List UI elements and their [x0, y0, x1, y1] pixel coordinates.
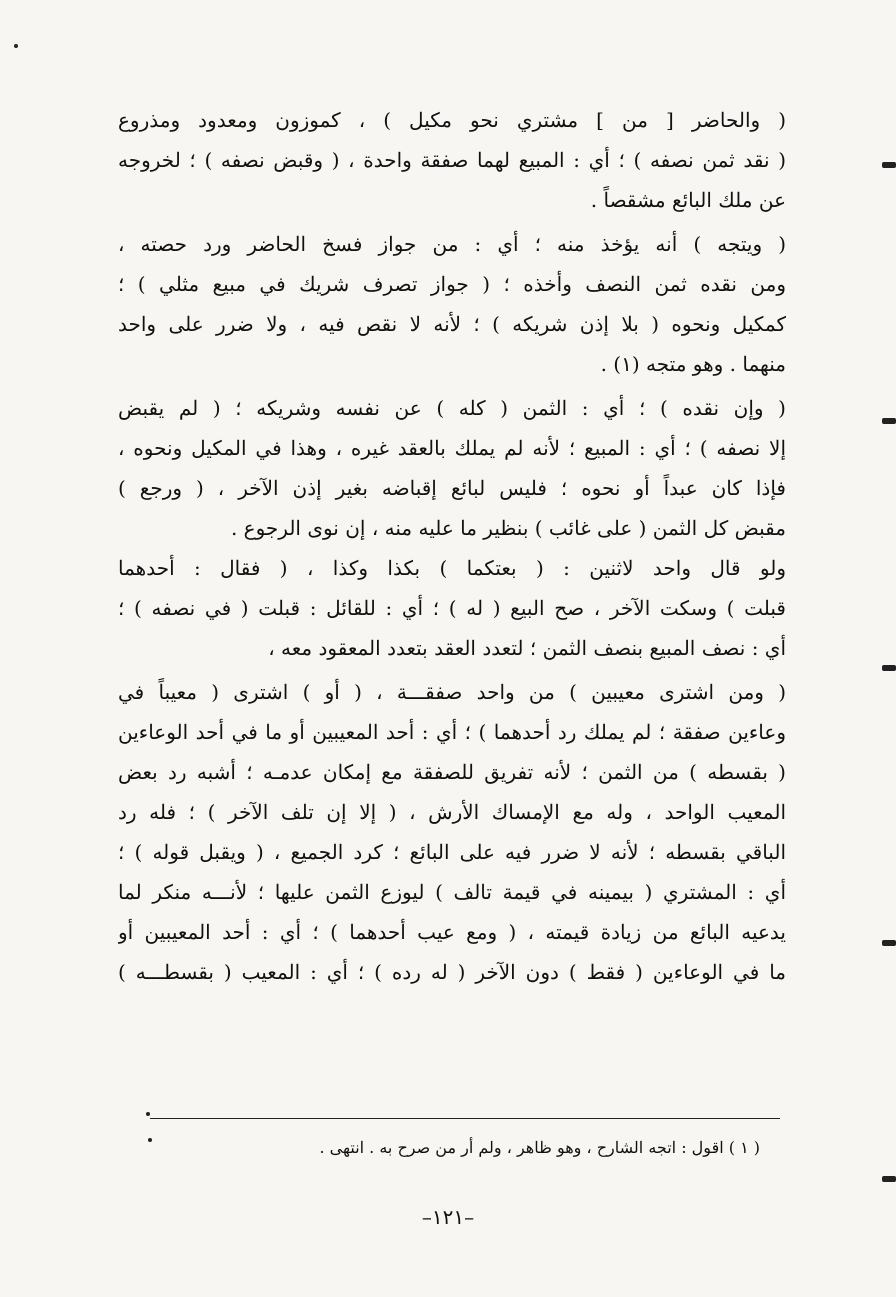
text-line: عن ملك البائع مشقصاً .	[590, 188, 786, 212]
text-line: كمكيل ونحوه ( بلا إذن شريكه ) ؛ لأنه لا نقص فيه ، ولا ضرر على واحد	[118, 312, 786, 336]
text-line: المعيب الواحد ، وله مع الإمساك الأرش ، ( إلا إن تلف الآخر ) ؛ فله رد	[118, 800, 786, 824]
main-text-block	[118, 100, 786, 992]
scan-edge-mark	[882, 1176, 896, 1182]
text-line: منهما . وهو متجه (١) .	[600, 352, 786, 376]
text-line: ولو قال واحد لاثنين : ( بعتكما ) بكذا وكذا ، ( فقال : أحدهما	[118, 556, 786, 580]
text-line: إلا نصفه ) ؛ أي : المبيع ؛ لأنه لم يملك بالعقد غيره ، وهذا في المكيل ونحوه ،	[118, 436, 786, 460]
scan-edge-mark	[882, 665, 896, 671]
text-line: ( وإن نقده ) ؛ أي : الثمن ( كله ) عن نفسه وشريكه ؛ ( لم يقبض	[118, 396, 786, 420]
text-line: ( بقسطه ) من الثمن ؛ لأنه تفريق للصفقة مع إمكان عدمـه ؛ أشبه رد بعض	[118, 760, 786, 784]
text-line: ( نقد ثمن نصفه ) ؛ أي : المبيع لهما صفقة واحدة ، ( وقبض نصفه ) ؛ لخروجه	[118, 148, 786, 172]
text-line: ( ويتجه ) أنه يؤخذ منه ؛ أي : من جواز فسخ الحاضر ورد حصته ،	[118, 232, 786, 256]
text-line: فإذا كان عبداً أو نحوه ؛ فليس لبائع إقباضه بغير إذن الآخر ، ( ورجع )	[118, 476, 786, 500]
text-line: ( ومن اشترى معيبين ) من واحد صفقـــة ، ( أو ) اشترى ( معيباً في	[118, 680, 786, 704]
scan-edge-mark	[882, 940, 896, 946]
text-line: قبلت ) وسكت الآخر ، صح البيع ( له ) ؛ أي : للقائل : قبلت ( في نصفه ) ؛	[118, 596, 786, 620]
text-line: يدعيه البائع من زيادة قيمته ، ( ومع عيب أحدهما ) ؛ أي : أحد المعيبين أو	[118, 920, 786, 944]
page-number: –١٢١–	[421, 1205, 475, 1229]
scan-edge-mark	[882, 162, 896, 168]
text-line: الباقي بقسطه ؛ لأنه لا ضرر فيه على البائع ؛ كرد الجميع ، ( ويقبل قوله ) ؛	[118, 840, 786, 864]
text-line: أي : المشتري ( بيمينه في قيمة تالف ) ليوزع الثمن عليها ؛ لأنـــه منكر لما	[118, 880, 786, 904]
text-line: أي : نصف المبيع بنصف الثمن ؛ لتعدد العقد بتعدد المعقود معه ،	[268, 636, 786, 660]
scan-speck	[14, 44, 18, 48]
text-line: ( والحاضر [ من ] مشتري نحو مكيل ) ، كموزون ومعدود ومذروع	[118, 108, 786, 132]
text-line: وعاءين صفقة ؛ لم يملك رد أحدهما ) ؛ أي : أحد المعيبين أو ما في أحد الوعاءين	[118, 720, 786, 744]
footnote: ( ١ ) اقول : اتجه الشارح ، وهو ظاهر ، ولم أر من صرح به . انتهى .	[319, 1138, 760, 1157]
text-line: ومن نقده ثمن النصف وأخذه ؛ ( جواز تصرف شريك في مبيع مثلي ) ؛	[118, 272, 786, 296]
scan-speck	[148, 1138, 152, 1142]
text-line: مقبض كل الثمن ( على غائب ) بنظير ما عليه منه ، إن نوى الرجوع .	[230, 516, 786, 540]
scan-speck	[146, 1112, 150, 1116]
text-line: ما في الوعاءين ( فقط ) دون الآخر ( له رده ) ؛ أي : المعيب ( بقسطـــه )	[118, 960, 786, 984]
footnote-divider	[150, 1118, 780, 1119]
scan-edge-mark	[882, 418, 896, 424]
